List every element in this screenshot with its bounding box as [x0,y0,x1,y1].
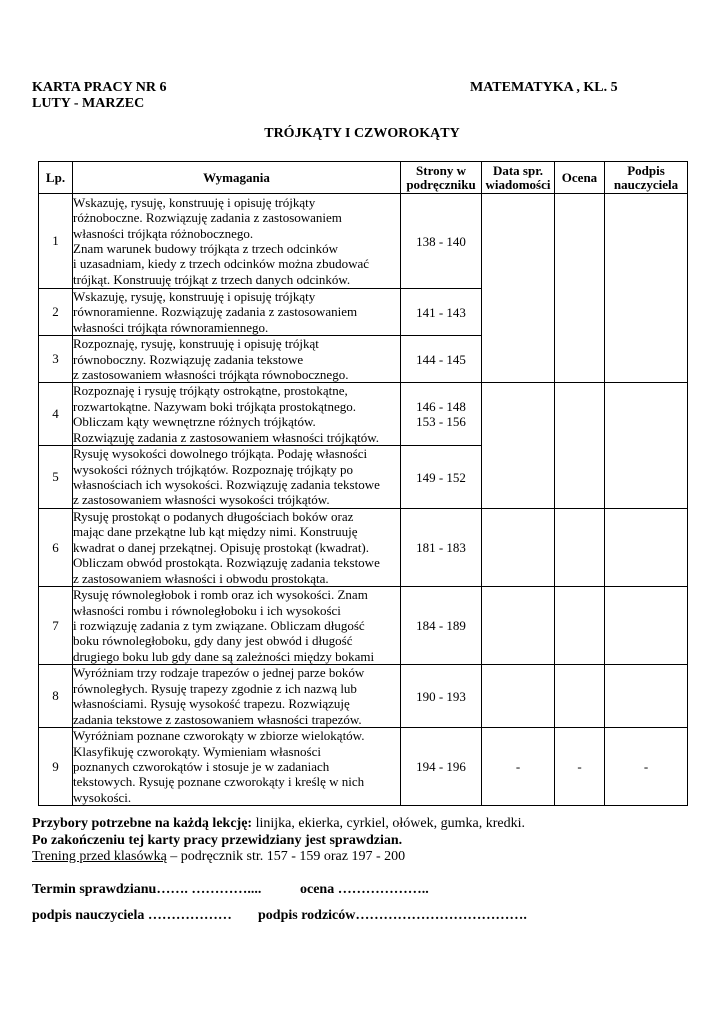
requirement-line: z zastosowaniem własności trójkąta równobocznego. [73,367,349,383]
date-cell [482,383,555,509]
requirement-line: Wyróżniam trzy rodzaje trapezów o jednej parze boków [73,665,365,681]
textbook-pages [401,509,482,587]
requirement-line: wysokości. [73,789,132,805]
requirements-table [38,161,688,806]
signature-cell: - [605,728,688,806]
requirement-line: Klasyfikuję czworokąty. Wymieniam własności [73,743,321,759]
row-number: 1 [39,194,73,289]
requirement-text [73,194,401,289]
pages-range: 181 - 183 [416,540,466,556]
pages-range: 146 - 148 [416,399,466,415]
pages-range: 144 - 145 [416,351,466,367]
requirement-line: własności trójkąta równoramiennego. [73,319,269,335]
requirement-line: mając dane przekątne lub kąt między nimi. Konstruuję [73,524,358,540]
row-number: 7 [39,587,73,665]
pages-range: 141 - 143 [416,304,466,320]
date-cell: - [482,728,555,806]
requirement-line: z zastosowaniem własności wysokości trójkątów. [73,492,330,508]
requirement-line: własności rombu i równoległoboku i ich wysokości [73,602,341,618]
row-number: 2 [39,289,73,336]
requirement-line: Wskazuję, rysuję, konstruuję i opisuję trójkąty [73,289,316,304]
table-row [39,665,688,728]
period-label: LUTY - MARZEC [32,96,145,111]
practice-line [32,849,405,865]
requirement-line: równoramienne. Rozwiązuję zadania z zastosowaniem [73,304,358,320]
requirement-line: Rysuję równoległobok i romb oraz ich wysokości. Znam [73,587,368,603]
signature-cell [605,509,688,587]
row-number: 6 [39,509,73,587]
requirement-line: tekstowych. Rysuję poznane czworokąty i kreślę w nich [73,774,365,790]
practice-pages: – podręcznik str. 157 - 159 oraz 197 - 200 [166,849,406,864]
practice-label: Trening przed klasówką [32,849,167,864]
page-title: TRÓJKĄTY I CZWOROKĄTY [264,126,460,141]
date-cell [482,587,555,665]
pages-range: 149 - 152 [416,469,466,485]
requirement-text [73,289,401,336]
requirement-text [73,728,401,806]
date-cell [482,665,555,728]
col-lp-header: Lp. [39,162,73,194]
requirement-line: Wskazuję, rysuję, konstruuję i opisuję trójkąty [73,194,316,210]
textbook-pages [401,587,482,665]
signature-cell [605,383,688,509]
requirement-line: równoległych. Rysuję trapezy zgodnie z ich nazwą lub [73,680,357,696]
requirement-line: Rysuję prostokąt o podanych długościach boków oraz [73,509,354,525]
requirement-line: różnoboczne. Rozwiązuję zadania z zastosowaniem [73,210,342,226]
grade-cell [555,194,605,383]
requirement-line: Rozpoznaję i rysuję trójkąty ostrokątne, prostokątne, [73,383,348,399]
requirement-line: Znam warunek budowy trójkąta z trzech odcinków [73,241,338,256]
pages-range: 153 - 156 [416,414,466,430]
supplies-line [32,816,525,832]
subject-label: MATEMATYKA , KL. 5 [470,80,618,95]
signature-cell [605,194,688,383]
requirement-line: własnościami. Rysuję wysokość trapezu. Rozwiązuję [73,696,350,712]
pages-range: 184 - 189 [416,618,466,634]
pages-range: 190 - 193 [416,688,466,704]
requirement-line: równoboczny. Rozwiązuję zadania tekstowe [73,351,304,367]
textbook-pages [401,665,482,728]
requirement-line: poznanych czworokątów i stosuje je w zadaniach [73,758,330,774]
grade-cell [555,509,605,587]
requirement-line: i uzasadniam, kiedy z trzech odcinków można zbudować [73,256,369,272]
row-number: 9 [39,728,73,806]
grade-cell [555,383,605,509]
date-cell [482,194,555,383]
requirement-line: Obliczam obwód prostokąta. Rozwiązuję zadania tekstowe [73,555,380,571]
signature-cell [605,665,688,728]
pages-range: 194 - 196 [416,759,466,775]
requirement-line: Wyróżniam poznane czworokąty w zbiorze wielokątów. [73,728,365,744]
col-pages-header: Strony w podręczniku [401,162,482,194]
signature-cell [605,587,688,665]
date-cell [482,509,555,587]
requirement-text [73,587,401,665]
grade-cell: - [555,728,605,806]
grade-field: ocena ……………….. [300,882,429,897]
textbook-pages [401,194,482,289]
requirement-line: Rysuję wysokości dowolnego trójkąta. Podaję własności [73,446,368,462]
row-number: 5 [39,446,73,509]
textbook-pages [401,446,482,509]
requirement-line: rozwartokątne. Nazywam boki trójkąta prostokątnego. [73,398,357,414]
requirement-line: boku równoległoboku, gdy dany jest obwód i długość [73,633,353,649]
row-number: 8 [39,665,73,728]
table-row [39,194,688,289]
supplies-label: Przybory potrzebne na każdą lekcję: [32,816,253,831]
requirement-line: kwadrat o danej przekątnej. Opisuję prostokąt (kwadrat). [73,539,370,555]
textbook-pages [401,289,482,336]
grade-cell [555,665,605,728]
col-date-header: Data spr. wiadomości [482,162,555,194]
pages-range: 138 - 140 [416,233,466,249]
requirement-text [73,336,401,383]
requirement-line: Obliczam kąty wewnętrzne różnych trójkątów. [73,414,316,430]
requirement-text [73,383,401,446]
requirement-text [73,446,401,509]
test-date-field: Termin sprawdzianu……. ………….... [32,882,262,897]
col-grade-header: Ocena [555,162,605,194]
requirement-text [73,509,401,587]
requirement-line: własności trójkąta różnobocznego. [73,225,254,241]
table-row [39,587,688,665]
table-row [39,509,688,587]
requirement-line: i rozwiązuję zadania z tym związane. Obliczam długość [73,617,365,633]
sheet-number: KARTA PRACY NR 6 [32,80,167,95]
textbook-pages [401,336,482,383]
requirement-line: własnościach ich wysokości. Rozwiązuję zadania tekstowe [73,477,380,493]
supplies-list: linijka, ekierka, cyrkiel, ołówek, gumka, kredki. [252,816,525,831]
teacher-signature-field: podpis nauczyciela ……………… [32,908,232,923]
textbook-pages [401,383,482,446]
requirement-line: Rozwiązuję zadania z zastosowaniem własności trójkątów. [73,429,379,445]
requirement-line: wysokości różnych trójkątów. Rozpoznaję trójkąty po [73,461,354,477]
requirement-line: z zastosowaniem własności i obwodu prostokąta. [73,570,329,586]
parent-signature-field: podpis rodziców………………………………. [258,908,527,923]
requirement-line: drugiego boku lub gdy dane są zależności między bokami [73,648,375,664]
table-row [39,383,688,446]
grade-cell [555,587,605,665]
row-number: 4 [39,383,73,446]
requirement-line: trójkąt. Konstruuję trójkąt z trzech danych odcinków. [73,271,351,287]
requirement-line: zadania tekstowe z zastosowaniem własności trapezów. [73,711,362,727]
col-requirements-header: Wymagania [73,162,401,194]
row-number: 3 [39,336,73,383]
requirement-line: Rozpoznaję, rysuję, konstruuję i opisuję trójkąt [73,336,319,352]
col-signature-header: Podpis nauczyciela [605,162,688,194]
test-notice: Po zakończeniu tej karty pracy przewidziany jest sprawdzian. [32,833,403,848]
textbook-pages [401,728,482,806]
requirement-text [73,665,401,728]
table-row [39,728,688,806]
